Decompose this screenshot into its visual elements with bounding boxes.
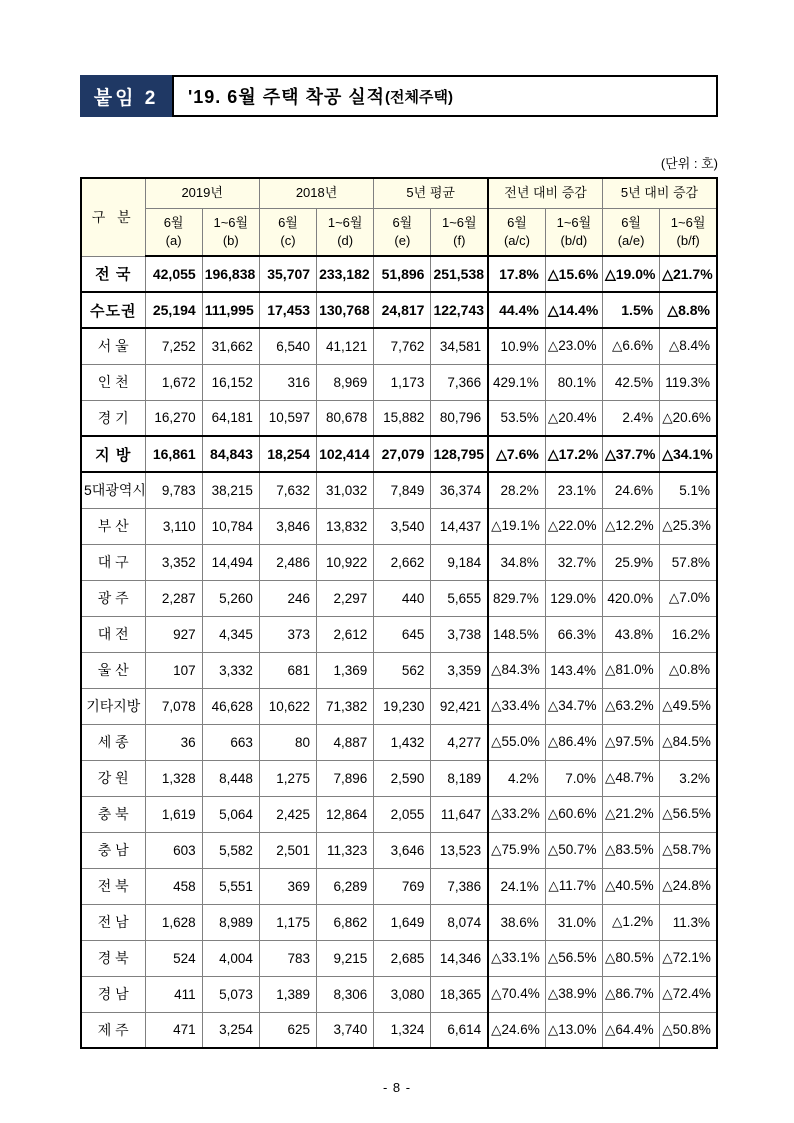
table-cell: 7,078 bbox=[145, 688, 202, 724]
table-cell: 5,582 bbox=[202, 832, 259, 868]
table-cell: △63.2% bbox=[603, 688, 660, 724]
table-cell: △21.2% bbox=[603, 796, 660, 832]
table-cell: 8,306 bbox=[317, 976, 374, 1012]
table-cell: 80.1% bbox=[545, 364, 602, 400]
table-cell: 10,784 bbox=[202, 508, 259, 544]
table-row bbox=[81, 940, 717, 976]
row-label: 경 북 bbox=[81, 940, 145, 976]
table-cell: △40.5% bbox=[603, 868, 660, 904]
table-cell: 196,838 bbox=[202, 256, 259, 292]
table-cell: △7.6% bbox=[488, 436, 545, 472]
table-cell: 562 bbox=[374, 652, 431, 688]
table-cell: 3,352 bbox=[145, 544, 202, 580]
table-cell: 3,110 bbox=[145, 508, 202, 544]
table-cell: △7.0% bbox=[660, 580, 717, 616]
table-cell: △70.4% bbox=[488, 976, 545, 1012]
table-cell: △50.7% bbox=[545, 832, 602, 868]
table-cell: 24,817 bbox=[374, 292, 431, 328]
table-row bbox=[81, 1012, 717, 1048]
table-cell: 16,270 bbox=[145, 400, 202, 436]
table-cell: △58.7% bbox=[660, 832, 717, 868]
table-cell: 15,882 bbox=[374, 400, 431, 436]
table-cell: 17,453 bbox=[259, 292, 316, 328]
table-cell: 11,323 bbox=[317, 832, 374, 868]
document-header bbox=[80, 75, 718, 117]
table-cell: 1,369 bbox=[317, 652, 374, 688]
table-row bbox=[81, 472, 717, 508]
table-cell: △56.5% bbox=[545, 940, 602, 976]
table-cell: △55.0% bbox=[488, 724, 545, 760]
table-cell: △34.7% bbox=[545, 688, 602, 724]
table-cell: 2.4% bbox=[603, 400, 660, 436]
table-cell: 1,324 bbox=[374, 1012, 431, 1048]
col-subheader: 1~6월 (f) bbox=[431, 208, 488, 256]
table-cell: 18,254 bbox=[259, 436, 316, 472]
table-body bbox=[81, 256, 717, 1048]
table-cell: △48.7% bbox=[603, 760, 660, 796]
table-cell: 18,365 bbox=[431, 976, 488, 1012]
table-cell: △64.4% bbox=[603, 1012, 660, 1048]
table-cell: 17.8% bbox=[488, 256, 545, 292]
table-cell: △11.7% bbox=[545, 868, 602, 904]
table-cell: △14.4% bbox=[545, 292, 602, 328]
table-cell: 2,612 bbox=[317, 616, 374, 652]
col-subheader: 1~6월 (b/f) bbox=[660, 208, 717, 256]
table-cell: 31,032 bbox=[317, 472, 374, 508]
row-label: 광 주 bbox=[81, 580, 145, 616]
table-cell: 663 bbox=[202, 724, 259, 760]
table-cell: 1,275 bbox=[259, 760, 316, 796]
table-cell: 24.1% bbox=[488, 868, 545, 904]
table-cell: 7,896 bbox=[317, 760, 374, 796]
row-label: 5대광역시 bbox=[81, 472, 145, 508]
table-cell: 1,672 bbox=[145, 364, 202, 400]
table-cell: △6.6% bbox=[603, 328, 660, 364]
table-cell: 27,079 bbox=[374, 436, 431, 472]
table-cell: △50.8% bbox=[660, 1012, 717, 1048]
table-cell: △1.2% bbox=[603, 904, 660, 940]
table-cell: △33.1% bbox=[488, 940, 545, 976]
table-cell: 7,632 bbox=[259, 472, 316, 508]
table-row bbox=[81, 724, 717, 760]
table-cell: 16,861 bbox=[145, 436, 202, 472]
table-cell: 13,523 bbox=[431, 832, 488, 868]
table-cell: △49.5% bbox=[660, 688, 717, 724]
table-cell: 12,864 bbox=[317, 796, 374, 832]
table-cell: 38.6% bbox=[488, 904, 545, 940]
table-cell: 102,414 bbox=[317, 436, 374, 472]
table-cell: 10.9% bbox=[488, 328, 545, 364]
table-cell: 2,425 bbox=[259, 796, 316, 832]
table-cell: 1,175 bbox=[259, 904, 316, 940]
row-label: 경 남 bbox=[81, 976, 145, 1012]
table-cell: 1,432 bbox=[374, 724, 431, 760]
table-cell: 11,647 bbox=[431, 796, 488, 832]
table-cell: 458 bbox=[145, 868, 202, 904]
table-cell: 14,437 bbox=[431, 508, 488, 544]
table-cell: △20.4% bbox=[545, 400, 602, 436]
table-cell: 84,843 bbox=[202, 436, 259, 472]
table-cell: 10,922 bbox=[317, 544, 374, 580]
table-cell: 251,538 bbox=[431, 256, 488, 292]
table-cell: 25,194 bbox=[145, 292, 202, 328]
row-label: 전 북 bbox=[81, 868, 145, 904]
col-subheader: 6월 (e) bbox=[374, 208, 431, 256]
table-cell: 9,783 bbox=[145, 472, 202, 508]
table-cell: △80.5% bbox=[603, 940, 660, 976]
table-cell: 148.5% bbox=[488, 616, 545, 652]
table-cell: 32.7% bbox=[545, 544, 602, 580]
col-group-5yr-average: 5년 평균 bbox=[374, 178, 488, 208]
row-label: 제 주 bbox=[81, 1012, 145, 1048]
table-cell: 24.6% bbox=[603, 472, 660, 508]
table-cell: 316 bbox=[259, 364, 316, 400]
table-cell: 14,346 bbox=[431, 940, 488, 976]
table-cell: 3,540 bbox=[374, 508, 431, 544]
table-cell: 2,662 bbox=[374, 544, 431, 580]
table-cell: △33.4% bbox=[488, 688, 545, 724]
table-cell: 10,622 bbox=[259, 688, 316, 724]
table-cell: △84.5% bbox=[660, 724, 717, 760]
table-cell: 8,074 bbox=[431, 904, 488, 940]
table-cell: 7,366 bbox=[431, 364, 488, 400]
table-cell: 524 bbox=[145, 940, 202, 976]
row-label: 전 남 bbox=[81, 904, 145, 940]
table-cell: 645 bbox=[374, 616, 431, 652]
table-cell: 8,989 bbox=[202, 904, 259, 940]
row-label: 부 산 bbox=[81, 508, 145, 544]
table-cell: 19,230 bbox=[374, 688, 431, 724]
table-row bbox=[81, 796, 717, 832]
table-row bbox=[81, 868, 717, 904]
table-row bbox=[81, 364, 717, 400]
table-header bbox=[81, 178, 717, 256]
table-row bbox=[81, 328, 717, 364]
table-cell: 42.5% bbox=[603, 364, 660, 400]
table-cell: 3,080 bbox=[374, 976, 431, 1012]
table-cell: 34.8% bbox=[488, 544, 545, 580]
row-label: 충 북 bbox=[81, 796, 145, 832]
table-cell: 130,768 bbox=[317, 292, 374, 328]
table-cell: △8.8% bbox=[660, 292, 717, 328]
table-cell: △12.2% bbox=[603, 508, 660, 544]
table-cell: 373 bbox=[259, 616, 316, 652]
table-cell: 9,184 bbox=[431, 544, 488, 580]
table-cell: 2,685 bbox=[374, 940, 431, 976]
table-cell: △8.4% bbox=[660, 328, 717, 364]
col-group-5yr-change: 5년 대비 증감 bbox=[603, 178, 718, 208]
table-cell: 119.3% bbox=[660, 364, 717, 400]
table-cell: 233,182 bbox=[317, 256, 374, 292]
table-cell: 1,628 bbox=[145, 904, 202, 940]
table-cell: 3.2% bbox=[660, 760, 717, 796]
table-cell: 64,181 bbox=[202, 400, 259, 436]
table-cell: △19.1% bbox=[488, 508, 545, 544]
table-cell: 681 bbox=[259, 652, 316, 688]
table-cell: △86.4% bbox=[545, 724, 602, 760]
table-cell: 7,252 bbox=[145, 328, 202, 364]
table-cell: △60.6% bbox=[545, 796, 602, 832]
table-row bbox=[81, 400, 717, 436]
table-cell: 66.3% bbox=[545, 616, 602, 652]
table-cell: △83.5% bbox=[603, 832, 660, 868]
table-cell: 6,862 bbox=[317, 904, 374, 940]
table-cell: △24.6% bbox=[488, 1012, 545, 1048]
table-cell: 5,655 bbox=[431, 580, 488, 616]
table-cell: 23.1% bbox=[545, 472, 602, 508]
table-cell: △0.8% bbox=[660, 652, 717, 688]
table-cell: 2,590 bbox=[374, 760, 431, 796]
table-cell: △22.0% bbox=[545, 508, 602, 544]
page-number: - 8 - bbox=[382, 1080, 412, 1095]
table-cell: 4.2% bbox=[488, 760, 545, 796]
page-title: '19. 6월 주택 착공 실적 bbox=[188, 87, 386, 107]
table-cell: 8,969 bbox=[317, 364, 374, 400]
table-cell: 57.8% bbox=[660, 544, 717, 580]
table-cell: △56.5% bbox=[660, 796, 717, 832]
table-cell: 829.7% bbox=[488, 580, 545, 616]
table-cell: 1,619 bbox=[145, 796, 202, 832]
table-cell: 5,073 bbox=[202, 976, 259, 1012]
table-cell: 80 bbox=[259, 724, 316, 760]
table-cell: 1,649 bbox=[374, 904, 431, 940]
table-cell: 35,707 bbox=[259, 256, 316, 292]
table-row bbox=[81, 508, 717, 544]
table-cell: 5,260 bbox=[202, 580, 259, 616]
table-row bbox=[81, 544, 717, 580]
col-subheader: 6월 (a/e) bbox=[603, 208, 660, 256]
table-cell: 5,064 bbox=[202, 796, 259, 832]
col-subheader: 1~6월 (d) bbox=[317, 208, 374, 256]
table-cell: 8,448 bbox=[202, 760, 259, 796]
row-label: 대 구 bbox=[81, 544, 145, 580]
table-cell: 38,215 bbox=[202, 472, 259, 508]
row-label: 수도권 bbox=[81, 292, 145, 328]
table-cell: 14,494 bbox=[202, 544, 259, 580]
table-row bbox=[81, 976, 717, 1012]
table-cell: 625 bbox=[259, 1012, 316, 1048]
table-cell: 3,646 bbox=[374, 832, 431, 868]
table-row bbox=[81, 904, 717, 940]
table-cell: 111,995 bbox=[202, 292, 259, 328]
table-cell: 4,887 bbox=[317, 724, 374, 760]
housing-starts-table bbox=[80, 177, 718, 1049]
table-cell: 53.5% bbox=[488, 400, 545, 436]
table-cell: △97.5% bbox=[603, 724, 660, 760]
row-label: 인 천 bbox=[81, 364, 145, 400]
table-cell: 25.9% bbox=[603, 544, 660, 580]
table-cell: 7,762 bbox=[374, 328, 431, 364]
table-cell: 2,055 bbox=[374, 796, 431, 832]
table-cell: 420.0% bbox=[603, 580, 660, 616]
table-cell: 1.5% bbox=[603, 292, 660, 328]
table-cell: 16,152 bbox=[202, 364, 259, 400]
table-cell: 927 bbox=[145, 616, 202, 652]
table-cell: 41,121 bbox=[317, 328, 374, 364]
table-row bbox=[81, 580, 717, 616]
table-cell: 2,297 bbox=[317, 580, 374, 616]
table-cell: △38.9% bbox=[545, 976, 602, 1012]
table-cell: 3,254 bbox=[202, 1012, 259, 1048]
table-cell: △34.1% bbox=[660, 436, 717, 472]
table-cell: 1,389 bbox=[259, 976, 316, 1012]
table-row bbox=[81, 760, 717, 796]
table-cell: △21.7% bbox=[660, 256, 717, 292]
table-cell: 3,740 bbox=[317, 1012, 374, 1048]
table-cell: △24.8% bbox=[660, 868, 717, 904]
table-cell: 42,055 bbox=[145, 256, 202, 292]
table-cell: 8,189 bbox=[431, 760, 488, 796]
table-cell: △72.1% bbox=[660, 940, 717, 976]
col-header-category: 구 분 bbox=[81, 178, 145, 256]
table-cell: 5.1% bbox=[660, 472, 717, 508]
table-row bbox=[81, 256, 717, 292]
col-group-yoy-change: 전년 대비 증감 bbox=[488, 178, 602, 208]
table-cell: 71,382 bbox=[317, 688, 374, 724]
table-cell: △75.9% bbox=[488, 832, 545, 868]
row-label: 전 국 bbox=[81, 256, 145, 292]
page-title-suffix: (전체주택) bbox=[385, 88, 453, 106]
table-cell: △37.7% bbox=[603, 436, 660, 472]
row-label: 서 울 bbox=[81, 328, 145, 364]
table-cell: 769 bbox=[374, 868, 431, 904]
col-subheader: 6월 (a/c) bbox=[488, 208, 545, 256]
table-cell: 28.2% bbox=[488, 472, 545, 508]
table-cell: 31,662 bbox=[202, 328, 259, 364]
table-cell: 80,796 bbox=[431, 400, 488, 436]
table-cell: 6,289 bbox=[317, 868, 374, 904]
table-cell: 7,386 bbox=[431, 868, 488, 904]
table-row bbox=[81, 616, 717, 652]
table-cell: △72.4% bbox=[660, 976, 717, 1012]
table-cell: 5,551 bbox=[202, 868, 259, 904]
table-cell: 471 bbox=[145, 1012, 202, 1048]
table-cell: 1,328 bbox=[145, 760, 202, 796]
table-cell: 2,486 bbox=[259, 544, 316, 580]
row-label: 지 방 bbox=[81, 436, 145, 472]
col-subheader: 1~6월 (b/d) bbox=[545, 208, 602, 256]
table-cell: 143.4% bbox=[545, 652, 602, 688]
table-row bbox=[81, 652, 717, 688]
table-cell: 122,743 bbox=[431, 292, 488, 328]
table-cell: 11.3% bbox=[660, 904, 717, 940]
table-cell: 3,359 bbox=[431, 652, 488, 688]
table-cell: 6,540 bbox=[259, 328, 316, 364]
table-cell: △19.0% bbox=[603, 256, 660, 292]
table-cell: △81.0% bbox=[603, 652, 660, 688]
table-cell: 4,345 bbox=[202, 616, 259, 652]
table-cell: 46,628 bbox=[202, 688, 259, 724]
table-cell: 411 bbox=[145, 976, 202, 1012]
table-cell: 44.4% bbox=[488, 292, 545, 328]
table-cell: 9,215 bbox=[317, 940, 374, 976]
table-row bbox=[81, 688, 717, 724]
table-cell: 51,896 bbox=[374, 256, 431, 292]
table-cell: △86.7% bbox=[603, 976, 660, 1012]
table-cell: 92,421 bbox=[431, 688, 488, 724]
table-cell: △23.0% bbox=[545, 328, 602, 364]
table-cell: 440 bbox=[374, 580, 431, 616]
table-cell: 16.2% bbox=[660, 616, 717, 652]
row-label: 세 종 bbox=[81, 724, 145, 760]
table-cell: 13,832 bbox=[317, 508, 374, 544]
table-cell: 246 bbox=[259, 580, 316, 616]
table-cell: △20.6% bbox=[660, 400, 717, 436]
row-label: 울 산 bbox=[81, 652, 145, 688]
title-box bbox=[172, 75, 718, 117]
col-subheader: 6월 (a) bbox=[145, 208, 202, 256]
table-cell: 107 bbox=[145, 652, 202, 688]
table-cell: △15.6% bbox=[545, 256, 602, 292]
table-cell: 603 bbox=[145, 832, 202, 868]
table-row bbox=[81, 292, 717, 328]
row-label: 강 원 bbox=[81, 760, 145, 796]
unit-note: (단위 : 호) bbox=[660, 156, 718, 171]
table-cell: 1,173 bbox=[374, 364, 431, 400]
table-cell: △13.0% bbox=[545, 1012, 602, 1048]
table-cell: 783 bbox=[259, 940, 316, 976]
table-cell: 43.8% bbox=[603, 616, 660, 652]
table-cell: 2,501 bbox=[259, 832, 316, 868]
col-group-2019: 2019년 bbox=[145, 178, 259, 208]
table-cell: 4,004 bbox=[202, 940, 259, 976]
row-label: 대 전 bbox=[81, 616, 145, 652]
col-subheader: 1~6월 (b) bbox=[202, 208, 259, 256]
table-cell: 31.0% bbox=[545, 904, 602, 940]
col-subheader: 6월 (c) bbox=[259, 208, 316, 256]
col-group-2018: 2018년 bbox=[259, 178, 373, 208]
subheader-row bbox=[81, 208, 717, 256]
table-cell: 80,678 bbox=[317, 400, 374, 436]
row-label: 경 기 bbox=[81, 400, 145, 436]
table-cell: 3,846 bbox=[259, 508, 316, 544]
table-cell: 3,738 bbox=[431, 616, 488, 652]
table-cell: 429.1% bbox=[488, 364, 545, 400]
table-cell: 3,332 bbox=[202, 652, 259, 688]
group-header-row bbox=[81, 178, 717, 208]
table-cell: △17.2% bbox=[545, 436, 602, 472]
row-label: 충 남 bbox=[81, 832, 145, 868]
table-row bbox=[81, 832, 717, 868]
table-cell: 36,374 bbox=[431, 472, 488, 508]
table-cell: 10,597 bbox=[259, 400, 316, 436]
table-cell: 7,849 bbox=[374, 472, 431, 508]
table-cell: △33.2% bbox=[488, 796, 545, 832]
table-cell: 7.0% bbox=[545, 760, 602, 796]
table-cell: 128,795 bbox=[431, 436, 488, 472]
table-cell: △84.3% bbox=[488, 652, 545, 688]
attachment-badge: 붙임 2 bbox=[80, 75, 172, 117]
table-cell: 4,277 bbox=[431, 724, 488, 760]
table-row bbox=[81, 436, 717, 472]
table-cell: 36 bbox=[145, 724, 202, 760]
table-cell: 2,287 bbox=[145, 580, 202, 616]
table-cell: 129.0% bbox=[545, 580, 602, 616]
table-cell: 6,614 bbox=[431, 1012, 488, 1048]
row-label: 기타지방 bbox=[81, 688, 145, 724]
table-cell: 369 bbox=[259, 868, 316, 904]
table-cell: △25.3% bbox=[660, 508, 717, 544]
table-cell: 34,581 bbox=[431, 328, 488, 364]
